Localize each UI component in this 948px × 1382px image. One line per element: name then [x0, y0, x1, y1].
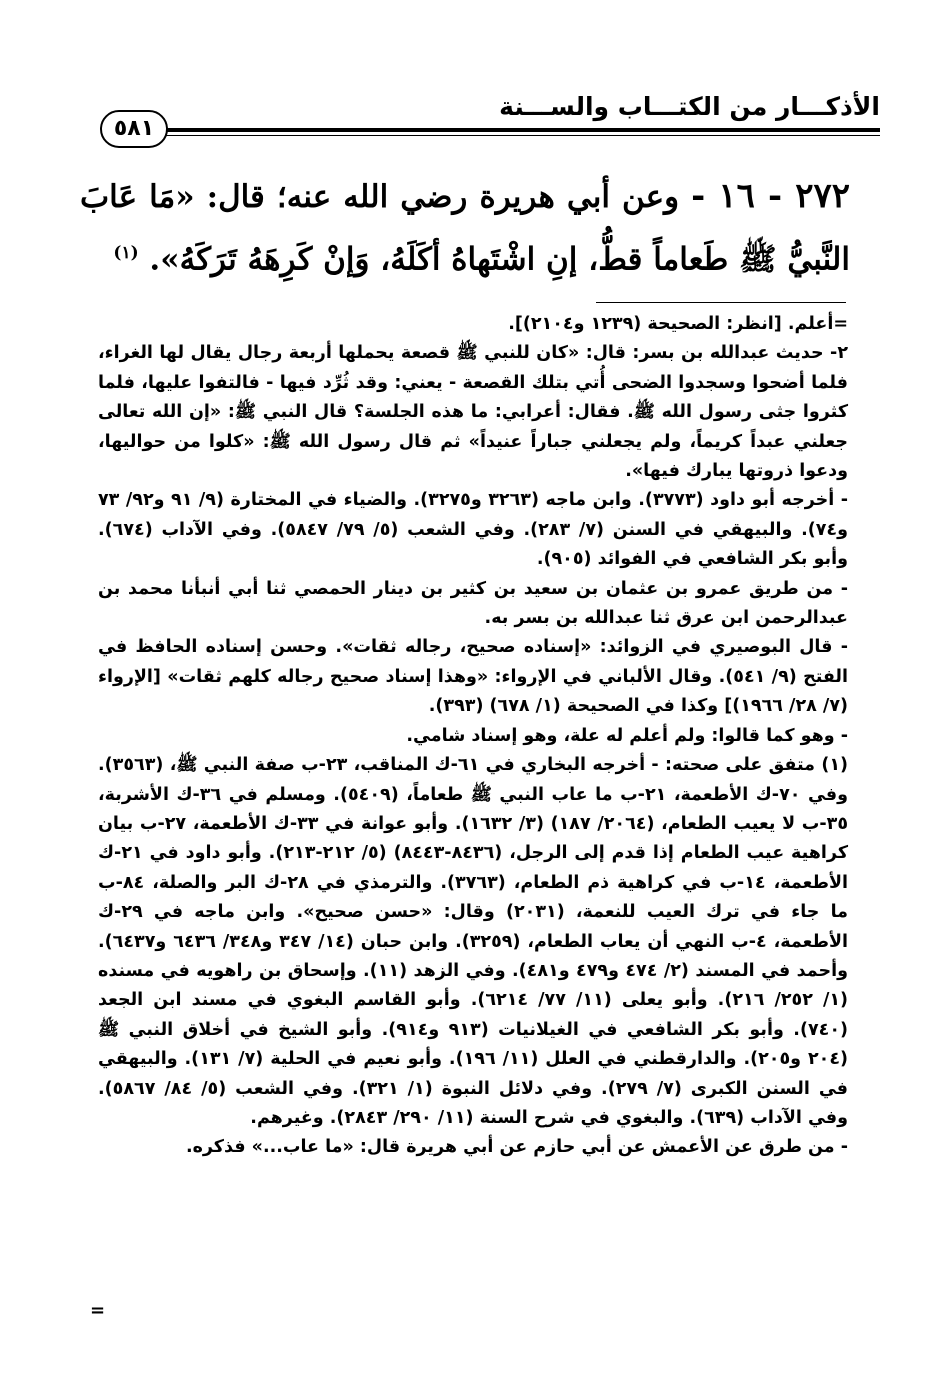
hadith-number: ٢٧٢ - ١٦ -	[691, 176, 850, 216]
page-number: ٥٨١	[100, 110, 168, 148]
footnote-marker: (١)	[113, 243, 139, 263]
note-paragraph: - من طرق عن الأعمش عن أبي حازم عن أبي هريرة قال: «ما عاب...» فذكره.	[185, 1137, 848, 1158]
footnotes	[98, 310, 848, 1163]
continuation-mark: =	[90, 1300, 106, 1321]
footnote-separator	[596, 302, 846, 303]
note-paragraph: ٢- حديث عبدالله بن بسر: قال: «كان للنبي ﷺ قصعة يحملها أربعة رجال يقال لها الغراء، فلما أضحوا وسجدوا الضحى أُتي بتلك القصعة - يعني: وقد ثُرِّد فيها - فالتفوا عليها، فلما كثروا جثى رسول الله ﷺ. فقال: أعرابي: ما هذه الجلسة؟ قال النبي ﷺ: «إن الله تعالى جعلني عبداً كريماً، ولم يجعلني جباراً عنيداً» ثم قال رسول الله ﷺ: «كلوا من حواليها، ودعوا ذروتها يبارك فيها».	[98, 343, 848, 482]
note-paragraph: - قال البوصيري في الزوائد: «إسناده صحيح، رجاله ثقات». وحسن إسناده الحافظ في الفتح (٩/ ٥٤١). وقال الألباني في الإرواء: «وهذا إسناد صحيح رجاله كلهم ثقات» [الإرواء (٧/ ٢٨/ ١٩٦٦)] وكذا في الصحيحة (١/ ٦٧٨) (٣٩٣).	[98, 637, 849, 717]
note-paragraph: - أخرجه أبو داود (٣٧٧٣). وابن ماجه (٣٢٦٣ و٣٢٧٥). والضياء في المختارة (٩/ ٩١ و٩٢/ ٧٣ و٧٤). والبيهقي في السنن (٧/ ٢٨٣). وفي الشعب (٥/ ٧٩/ ٥٨٤٧). وفي الآداب (٦٧٤). وأبو بكر الشافعي في الفوائد (٩٠٥).	[98, 490, 849, 570]
note-paragraph: (١) متفق على صحته: - أخرجه البخاري في ٦١-ك المناقب، ٢٣-ب صفة النبي ﷺ، (٣٥٦٣). وفي ٧٠-ك الأطعمة، ٢١-ب ما عاب النبي ﷺ طعاماً، (٥٤٠٩). ومسلم في ٣٦-ك الأشربة، ٣٥-ب لا يعيب الطعام، (٢٠٦٤/ ١٨٧) (٣/ ١٦٣٢). وأبو عوانة في ٣٣-ك الأطعمة، ٢٧-ب بيان كراهية عيب الطعام إذا قدم إلى الرجل، (٨٤٣٦-٨٤٤٣) (٥/ ٢١٢-٢١٣). وأبو داود في ٢١-ك الأطعمة، ١٤-ب في كراهية ذم الطعام، (٣٧٦٣). والترمذي في ٢٨-ك البر والصلة، ٨٤-ب ما جاء في ترك العيب للنعمة، (٢٠٣١) وقال: «حسن صحيح». وابن ماجه في ٢٩-ك الأطعمة، ٤-ب النهي أن يعاب الطعام، (٣٢٥٩). وابن حبان (١٤/ ٣٤٧ و٣٤٨/ ٦٤٣٦ و٦٤٣٧). وأحمد في المسند (٢/ ٤٧٤ و٤٧٩ و٤٨١). وفي الزهد (١١). وإسحاق بن راهويه في مسنده (١/ ٢٥٢/ ٢١٦). وأبو يعلى (١١/ ٧٧/ ٦٢١٤). وأبو القاسم البغوي في مسند ابن الجعد (٧٤٠). وأبو بكر الشافعي في الغيلانيات (٩١٣ و٩١٤). وأبو الشيخ في أخلاق النبي ﷺ (٢٠٤ و٢٠٥). والدارقطني في العلل (١١/ ١٩٦). وأبو نعيم في الحلية (٧/ ١٣١). والبيهقي في السنن الكبرى (٧/ ٢٧٩). وفي دلائل النبوة (١/ ٣٢١). وفي الشعب (٥/ ٨٤/ ٥٨٦٧). وفي الآداب (٦٣٩). والبغوي في شرح السنة (١١/ ٢٩٠/ ٢٨٤٣). وغيرهم.	[98, 755, 849, 1128]
note-paragraph: - وهو كما قالوا: ولم أعلم له علة، وهو إسناد شامي.	[406, 725, 848, 746]
header-rule	[160, 128, 880, 136]
hadith-text: وعن أبي هريرة رضي الله عنه؛ قال: «مَا عَابَ النَّبيُّ ﷺ طَعاماً قطُّ، إنِ اشْتَهاهُ أكَلَهُ، وَإنْ كَرِهَهُ تَرَكَهُ».	[80, 179, 850, 278]
page-header	[100, 88, 880, 150]
note-paragraph: =أعلم. [انظر: الصحيحة (١٢٣٩ و٢١٠٤)].	[508, 314, 848, 334]
hadith-text-block	[80, 168, 850, 287]
note-paragraph: - من طريق عمرو بن عثمان بن سعيد بن كثير بن دينار الحمصي ثنا أبي أنبأنا محمد بن عبدالرحمن ابن عرق ثنا عبدالله بن بسر به.	[98, 578, 848, 629]
running-title: الأذكـــار من الكتـــاب والســـنة	[499, 92, 880, 121]
